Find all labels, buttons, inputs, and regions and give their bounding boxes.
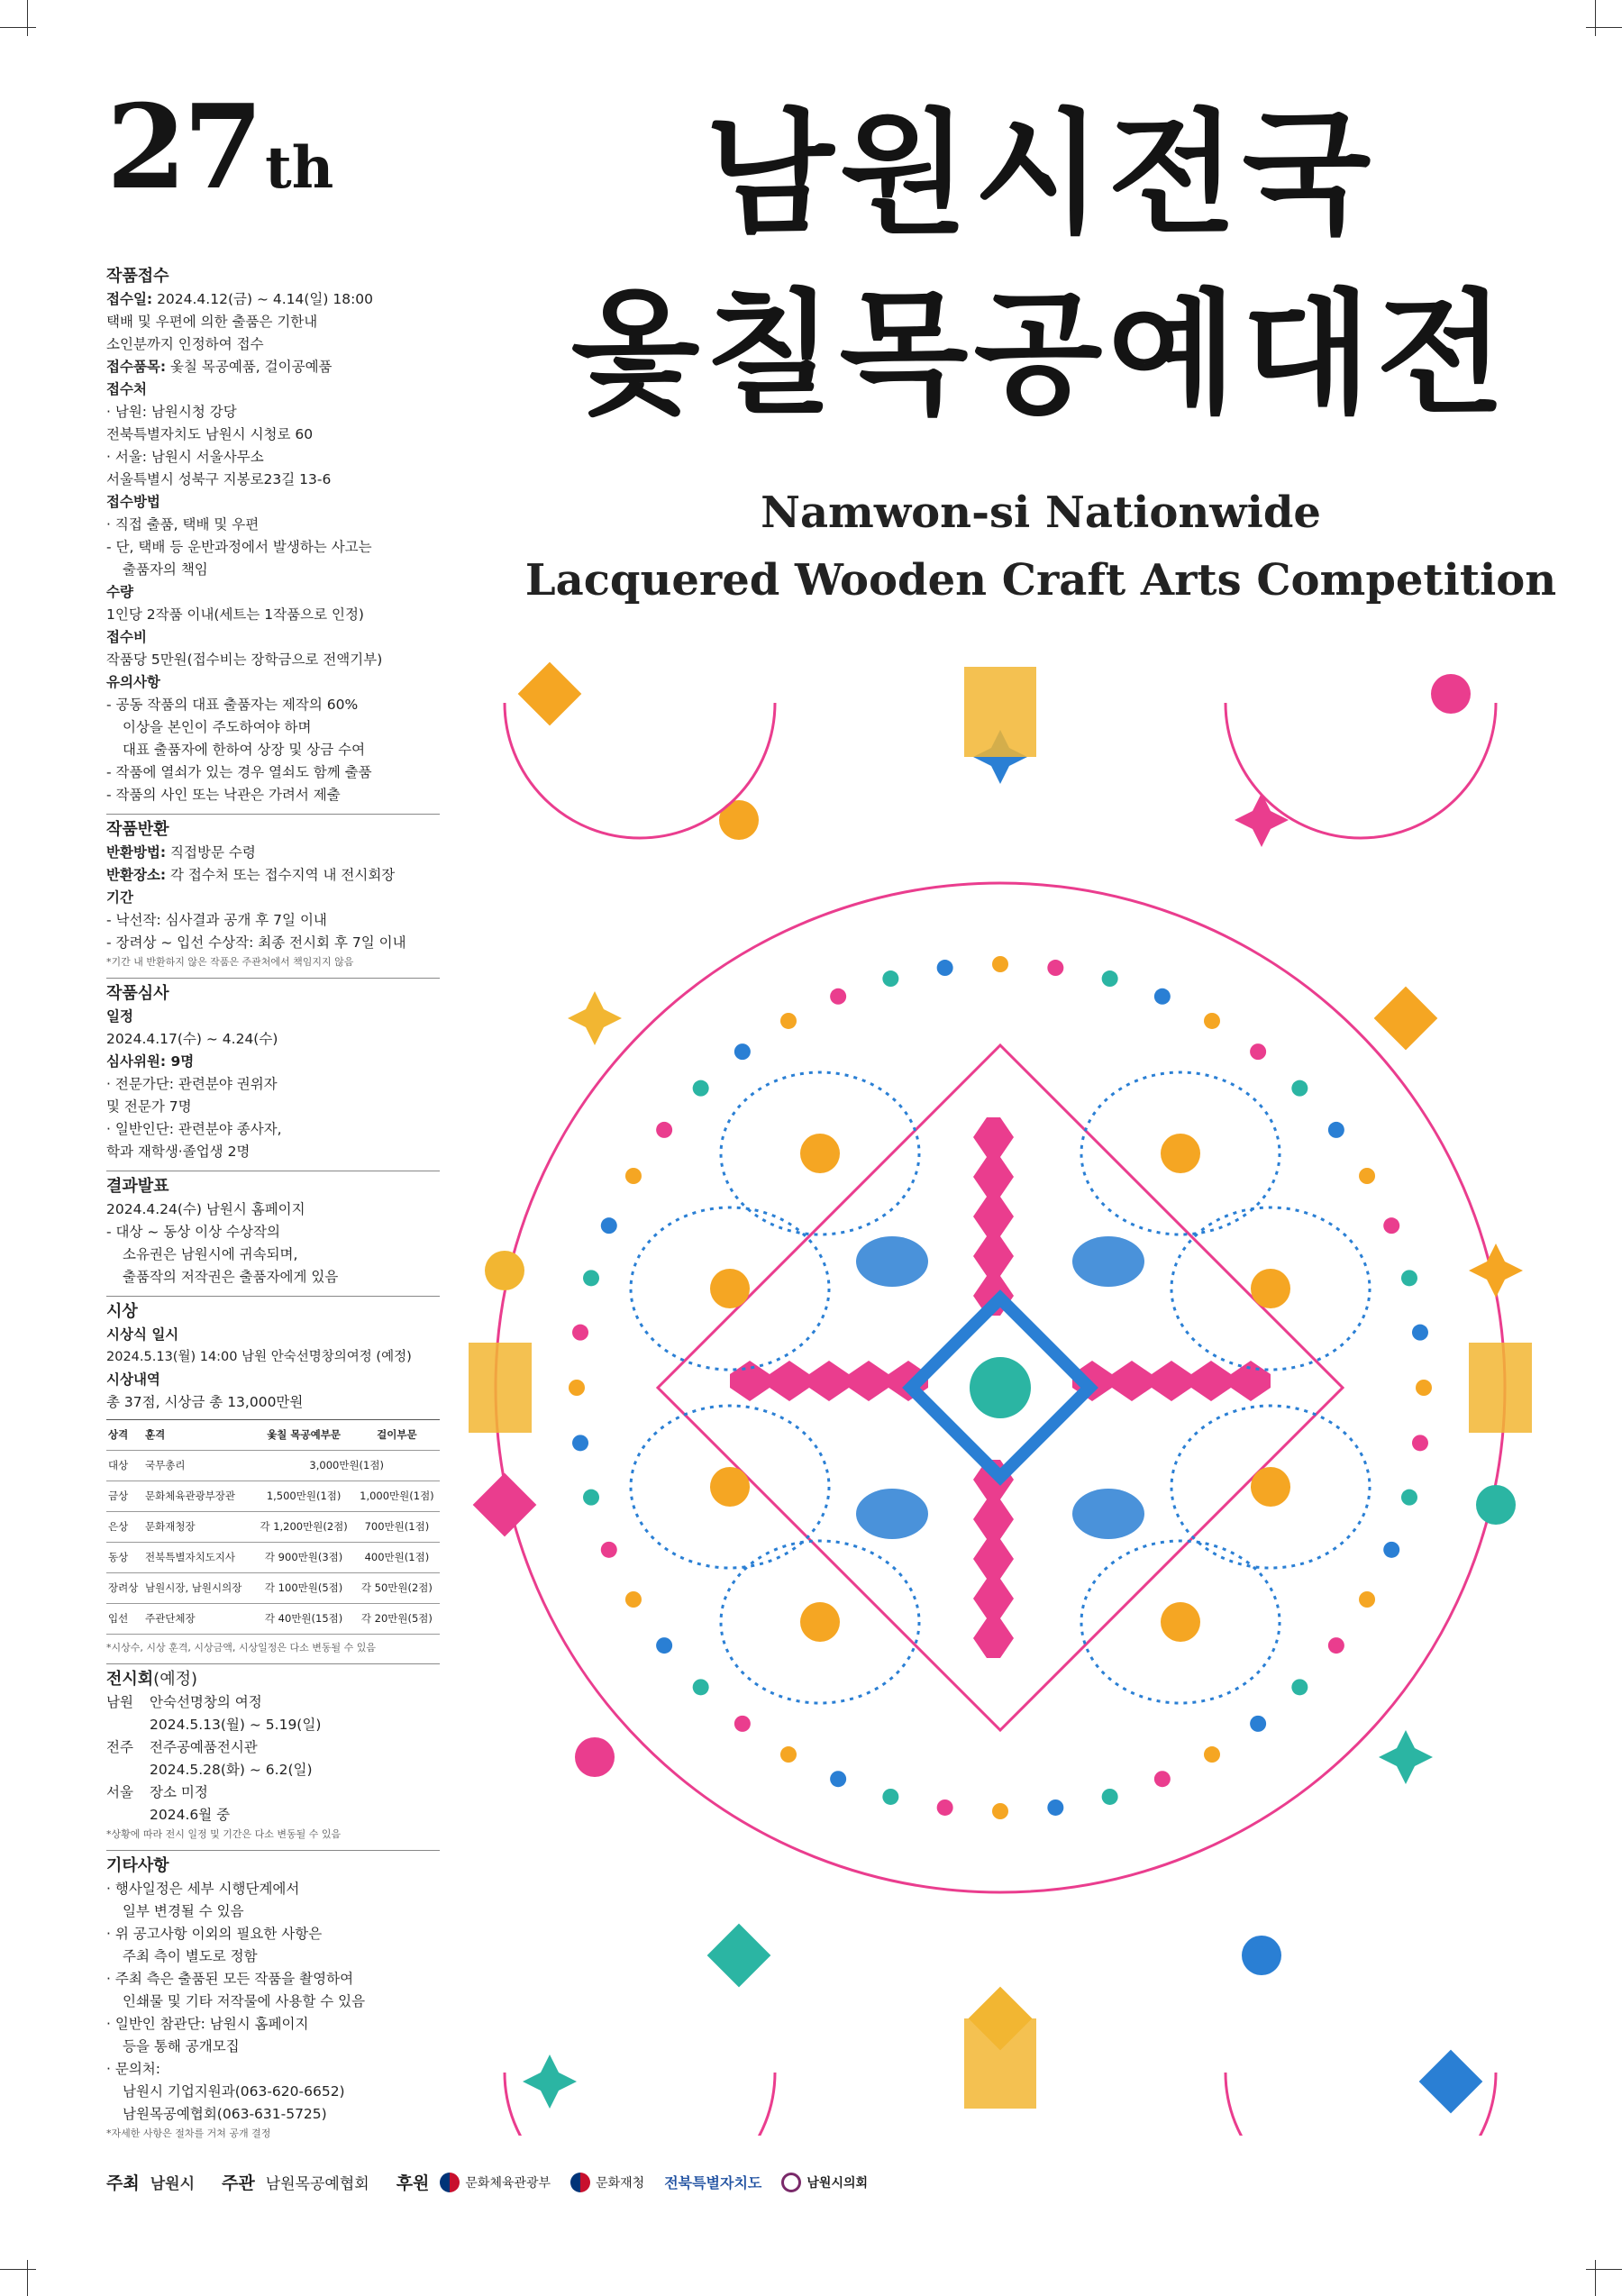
table-cell: 각 900만원(3점) xyxy=(253,1543,353,1573)
organizer-label: 주관 xyxy=(222,2173,255,2193)
ring-dot xyxy=(1291,1080,1308,1097)
label: 접수품목: xyxy=(106,359,167,375)
flower-ornament xyxy=(710,1467,750,1507)
text: 학과 재학생·졸업생 2명 xyxy=(106,1143,251,1160)
text: · 주최 측은 출품된 모든 작품을 촬영하여 xyxy=(106,1971,354,1987)
edition-suffix: th xyxy=(265,134,334,202)
star-ornament xyxy=(568,991,622,1045)
ring-dot xyxy=(625,1591,642,1608)
host-label: 주최 xyxy=(106,2173,140,2193)
ring-dot xyxy=(583,1490,599,1506)
exhibition-item xyxy=(106,1736,440,1759)
table-cell: 각 1,200만원(2점) xyxy=(253,1512,353,1543)
ring-dot xyxy=(569,1380,585,1396)
ring-dot xyxy=(625,1168,642,1184)
taegeuk-icon xyxy=(440,2173,460,2192)
ring-dot xyxy=(1412,1325,1428,1341)
text: · 직접 출품, 택배 및 우편 xyxy=(106,516,260,533)
ring-dot xyxy=(734,1716,751,1732)
hat-ornament xyxy=(1072,1489,1144,1539)
ring-dot xyxy=(572,1435,588,1451)
text: 주최 측이 별도로 정함 xyxy=(123,1948,258,1964)
text: 택배 및 우편에 의한 출품은 기한내 xyxy=(106,314,318,330)
ring-dot xyxy=(992,956,1008,972)
flower-ornament xyxy=(800,1134,840,1173)
text: 1인당 2작품 이내(세트는 1작품으로 인정) xyxy=(106,606,364,623)
ring-dot xyxy=(656,1122,672,1138)
heading-sub: (예정) xyxy=(153,1670,197,1689)
exhibition-item xyxy=(106,1804,440,1827)
text: 및 전문가 7명 xyxy=(106,1098,192,1115)
ring-dot xyxy=(1328,1122,1344,1138)
table-cell: 각 100만원(5점) xyxy=(253,1573,353,1604)
table-cell: 각 40만원(15점) xyxy=(253,1604,353,1635)
ring-dot xyxy=(1204,1013,1220,1029)
exhibition-item xyxy=(106,1714,440,1736)
section-heading xyxy=(106,1663,440,1691)
exhibition-date: 2024.6월 중 xyxy=(150,1807,231,1823)
column-header: 옻칠 목공예부문 xyxy=(253,1420,353,1451)
table-cell: 장려상 xyxy=(106,1573,143,1604)
exhibition-date: 2024.5.13(월) ~ 5.19(일) xyxy=(150,1717,322,1733)
host-logo: 남원시 xyxy=(150,2175,195,2193)
star-ornament xyxy=(1469,1244,1523,1298)
diamond-ornament xyxy=(1419,2050,1483,2114)
text: 총 37점, 시상금 총 13,000만원 xyxy=(106,1394,304,1410)
text: 작품당 5만원(접수비는 장학금으로 전액기부) xyxy=(106,651,383,668)
ring-dot xyxy=(601,1542,617,1558)
text: 출품작의 저작권은 출품자에게 있음 xyxy=(123,1269,339,1285)
crop-mark xyxy=(1595,0,1596,36)
heading-text: 전시회 xyxy=(106,1670,154,1689)
diamond-ornament xyxy=(518,662,582,726)
sponsor-item xyxy=(440,2173,551,2192)
ring-dot xyxy=(1102,1789,1118,1805)
table-row xyxy=(106,1512,440,1543)
label: 유의사항 xyxy=(106,674,160,690)
circle-ornament xyxy=(1476,1485,1516,1525)
zigzag-ornament xyxy=(973,1460,1014,1658)
text: 대표 출품자에 한하여 상장 및 상금 수여 xyxy=(123,742,366,758)
ring-dot xyxy=(882,970,898,987)
ring-dot xyxy=(882,1789,898,1805)
label: 일정 xyxy=(106,1008,133,1025)
ring-dot xyxy=(601,1217,617,1234)
ring-dot xyxy=(572,1325,588,1341)
table-row xyxy=(106,1543,440,1573)
table-cell: 1,500만원(1점) xyxy=(253,1481,353,1512)
crop-mark xyxy=(27,0,28,36)
text: - 공동 작품의 대표 출품자는 제작의 60% xyxy=(106,697,359,713)
text: 등을 통해 공개모집 xyxy=(123,2038,240,2055)
text: 남원시 기업지원과(063-620-6652) xyxy=(123,2083,345,2100)
exhibition-venue: 안숙선명창의 여정 xyxy=(150,1694,262,1710)
table-cell: 대상 xyxy=(106,1451,143,1481)
text: - 작품의 사인 또는 낙관은 가려서 제출 xyxy=(106,787,341,803)
gold-panel xyxy=(469,1343,532,1433)
ring-dot xyxy=(830,989,846,1005)
ring-dot xyxy=(656,1637,672,1654)
title-ko-line1: 남원시전국 xyxy=(705,95,1377,251)
gold-panel xyxy=(964,667,1036,757)
table-cell: 동상 xyxy=(106,1543,143,1573)
ring-dot xyxy=(1102,970,1118,987)
text: - 대상 ~ 동상 이상 수상작의 xyxy=(106,1224,280,1240)
taegeuk-icon xyxy=(570,2173,590,2192)
ring-dot xyxy=(937,960,953,976)
ring-dot xyxy=(992,1803,1008,1819)
star-ornament xyxy=(1235,793,1289,847)
table-cell: 400만원(1점) xyxy=(354,1543,440,1573)
title-en-line2: Lacquered Wooden Craft Arts Competition xyxy=(524,555,1557,606)
sponsor-item xyxy=(781,2173,868,2192)
prize-table xyxy=(106,1419,440,1635)
text: · 문의처: xyxy=(106,2061,160,2077)
flower-ornament xyxy=(1161,1602,1200,1642)
table-header-row xyxy=(106,1420,440,1451)
crop-mark xyxy=(27,2260,28,2296)
flower-ornament xyxy=(1251,1269,1290,1308)
label: 반환장소: xyxy=(106,867,167,883)
ring-dot xyxy=(1401,1270,1417,1286)
ring-dot xyxy=(583,1270,599,1286)
title-en-line1: Namwon-si Nationwide xyxy=(761,487,1321,538)
table-cell: 국무총리 xyxy=(143,1451,253,1481)
text: · 남원: 남원시청 강당 xyxy=(106,404,237,420)
table-cell: 주관단체장 xyxy=(143,1604,253,1635)
mandala-pattern xyxy=(469,640,1532,2136)
note: *시상수, 시상 훈격, 시상금액, 시상일정은 다소 변동될 수 있음 xyxy=(106,1642,376,1654)
table-cell: 문화재청장 xyxy=(143,1512,253,1543)
ring-dot xyxy=(1416,1380,1432,1396)
text: 일부 변경될 수 있음 xyxy=(123,1903,244,1919)
text: 인쇄물 및 기타 저작물에 사용할 수 있음 xyxy=(123,1993,366,2009)
flower-ornament xyxy=(1161,1134,1200,1173)
crop-mark xyxy=(0,27,36,28)
exhibition-city: 서울 xyxy=(106,1784,133,1800)
ring-dot xyxy=(780,1746,797,1763)
table-cell: 700만원(1점) xyxy=(354,1512,440,1543)
table-cell: 1,000만원(1점) xyxy=(354,1481,440,1512)
label: 반환방법: xyxy=(106,844,167,861)
ring-dot xyxy=(1383,1542,1399,1558)
sponsor-name: 남원시의회 xyxy=(806,2175,869,2191)
text: 서울특별시 성북구 지봉로23길 13-6 xyxy=(106,471,332,487)
star-ornament xyxy=(1379,1730,1433,1784)
info-column xyxy=(106,261,440,2142)
text: 2024.4.24(수) 남원시 홈페이지 xyxy=(106,1201,305,1217)
exhibition-item xyxy=(106,1691,440,1714)
diamond-ornament xyxy=(473,1473,537,1537)
column-header: 훈격 xyxy=(143,1420,253,1451)
text: · 일반인 참관단: 남원시 홈페이지 xyxy=(106,2016,309,2032)
text: 출품자의 책임 xyxy=(123,561,208,578)
table-cell: 금상 xyxy=(106,1481,143,1512)
hat-ornament xyxy=(856,1236,928,1287)
crop-mark xyxy=(0,2269,36,2270)
ring-dot xyxy=(937,1799,953,1816)
exhibition-date: 2024.5.28(화) ~ 6.2(일) xyxy=(150,1762,313,1778)
exhibition-item xyxy=(106,1759,440,1781)
text: 2024.5.13(월) 14:00 남원 안숙선명창의여정 (예정) xyxy=(106,1350,412,1364)
circle-ornament xyxy=(1242,1936,1281,1975)
gold-panel xyxy=(964,2018,1036,2109)
ring-dot xyxy=(1154,1771,1171,1787)
note: *기간 내 반환하지 않은 작품은 주관처에서 책임지지 않음 xyxy=(106,956,354,968)
exhibition-venue: 장소 미정 xyxy=(150,1784,208,1800)
text: 소인분까지 인정하여 접수 xyxy=(106,336,264,352)
flower-ornament xyxy=(800,1602,840,1642)
table-row xyxy=(106,1481,440,1512)
edition-num: 27 xyxy=(106,80,260,215)
text: · 서울: 남원시 서울사무소 xyxy=(106,449,264,465)
ring-dot xyxy=(1383,1217,1399,1234)
diamond-ornament xyxy=(707,1924,771,1988)
table-cell: 3,000만원(1점) xyxy=(253,1451,440,1481)
label: 시상내역 xyxy=(106,1371,160,1388)
ring-dot xyxy=(693,1679,709,1695)
section-heading: 기타사항 xyxy=(106,1850,440,1878)
exhibition-venue: 전주공예품전시관 xyxy=(150,1739,258,1755)
label: 수량 xyxy=(106,584,133,600)
section-heading: 결과발표 xyxy=(106,1171,440,1198)
star-ornament xyxy=(523,2055,577,2109)
ring-dot xyxy=(1250,1043,1266,1060)
hat-ornament xyxy=(856,1489,928,1539)
section-heading: 작품접수 xyxy=(106,267,169,286)
diamond-ornament xyxy=(1374,987,1438,1051)
sponsor-name: 문화재청 xyxy=(596,2175,645,2191)
text: · 행사일정은 세부 시행단계에서 xyxy=(106,1881,300,1897)
sponsor-label: 후원 xyxy=(396,2173,430,2193)
text: 남원목공예협회(063-631-5725) xyxy=(123,2106,327,2122)
ring-dot xyxy=(1154,989,1171,1005)
council-emblem-icon xyxy=(781,2173,801,2192)
ring-dot xyxy=(1359,1591,1375,1608)
ring-dot xyxy=(734,1043,751,1060)
mandala-group xyxy=(469,662,1532,2136)
note: *상황에 따라 전시 일정 및 기간은 다소 변동될 수 있음 xyxy=(106,1828,342,1840)
ring-dot xyxy=(830,1771,846,1787)
ring-dot xyxy=(1412,1435,1428,1451)
text: · 일반인단: 관련분야 종사자, xyxy=(106,1121,282,1137)
label: 시상식 일시 xyxy=(106,1326,179,1343)
value: 각 접수처 또는 접수지역 내 전시회장 xyxy=(170,867,396,883)
value: 옻칠 목공예품, 걸이공예품 xyxy=(170,359,333,375)
section-heading: 작품반환 xyxy=(106,814,440,842)
label: 접수처 xyxy=(106,381,147,397)
exhibition-city: 전주 xyxy=(106,1739,133,1755)
flower-ornament xyxy=(1251,1467,1290,1507)
text: · 전문가단: 관련분야 권위자 xyxy=(106,1076,278,1092)
table-cell: 전북특별자치도지사 xyxy=(143,1543,253,1573)
table-cell: 은상 xyxy=(106,1512,143,1543)
text: · 위 공고사항 이외의 필요한 사항은 xyxy=(106,1926,323,1942)
organizer: 남원목공예협회 xyxy=(265,2175,369,2193)
zigzag-ornament xyxy=(730,1361,928,1401)
label: 접수일: xyxy=(106,291,153,307)
flower-ornament xyxy=(710,1269,750,1308)
text: 소유권은 남원시에 귀속되며, xyxy=(123,1246,298,1262)
value: 직접방문 수령 xyxy=(170,844,256,861)
sponsor-item xyxy=(570,2173,644,2192)
circle-ornament xyxy=(1431,674,1471,714)
hat-ornament xyxy=(1072,1236,1144,1287)
column-header: 상격 xyxy=(106,1420,143,1451)
table-row xyxy=(106,1604,440,1635)
ring-dot xyxy=(1250,1716,1266,1732)
ring-dot xyxy=(1359,1168,1375,1184)
zigzag-ornament xyxy=(973,1117,1014,1316)
ring-dot xyxy=(693,1080,709,1097)
crop-mark xyxy=(1586,2269,1622,2270)
ring-dot xyxy=(1328,1637,1344,1654)
label: 접수비 xyxy=(106,629,147,645)
crop-mark xyxy=(1586,27,1622,28)
crop-mark xyxy=(1595,2260,1596,2296)
section-heading: 시상 xyxy=(106,1296,440,1324)
table-cell: 각 20만원(5점) xyxy=(354,1604,440,1635)
edition-number xyxy=(106,80,334,215)
text: - 장려상 ~ 입선 수상작: 최종 전시회 후 7일 이내 xyxy=(106,934,406,951)
circle-ornament xyxy=(485,1251,524,1290)
table-cell: 남원시장, 남원시의장 xyxy=(143,1573,253,1604)
exhibition-city: 남원 xyxy=(106,1694,133,1710)
footer xyxy=(106,2170,888,2194)
ring-dot xyxy=(1047,960,1063,976)
value: 2024.4.12(금) ~ 4.14(일) 18:00 xyxy=(157,291,374,307)
text: - 단, 택배 등 운반과정에서 발생하는 사고는 xyxy=(106,539,372,555)
sponsor-name: 문화체육관광부 xyxy=(465,2175,551,2191)
circle-ornament xyxy=(575,1737,615,1777)
note: *자세한 사항은 절차를 거쳐 공개 결정 xyxy=(106,2127,271,2139)
label: 심사위원: 9명 xyxy=(106,1053,195,1070)
table-cell: 입선 xyxy=(106,1604,143,1635)
section-heading: 작품심사 xyxy=(106,978,440,1006)
exhibition-item xyxy=(106,1781,440,1804)
table-cell: 각 50만원(2점) xyxy=(354,1573,440,1604)
ring-dot xyxy=(1047,1799,1063,1816)
text: - 작품에 열쇠가 있는 경우 열쇠도 함께 출품 xyxy=(106,764,372,780)
table-cell: 문화체육관광부장관 xyxy=(143,1481,253,1512)
ring-dot xyxy=(780,1013,797,1029)
column-header: 걸이부문 xyxy=(354,1420,440,1451)
text: 2024.4.17(수) ~ 4.24(수) xyxy=(106,1031,278,1047)
title-ko-line2: 옻칠목공예대전 xyxy=(570,275,1511,432)
label: 기간 xyxy=(106,889,133,906)
ring-dot xyxy=(1291,1679,1308,1695)
sponsor-name: 전북특별자치도 xyxy=(664,2174,762,2191)
gold-panel xyxy=(1469,1343,1532,1433)
ring-dot xyxy=(1401,1490,1417,1506)
text: 전북특별자치도 남원시 시청로 60 xyxy=(106,426,314,442)
label: 접수방법 xyxy=(106,494,160,510)
center-dot xyxy=(970,1357,1031,1418)
table-row xyxy=(106,1451,440,1481)
ring-dot xyxy=(1204,1746,1220,1763)
table-row xyxy=(106,1573,440,1604)
text: 이상을 본인이 주도하여야 하며 xyxy=(123,719,312,735)
text: - 낙선작: 심사결과 공개 후 7일 이내 xyxy=(106,912,327,928)
